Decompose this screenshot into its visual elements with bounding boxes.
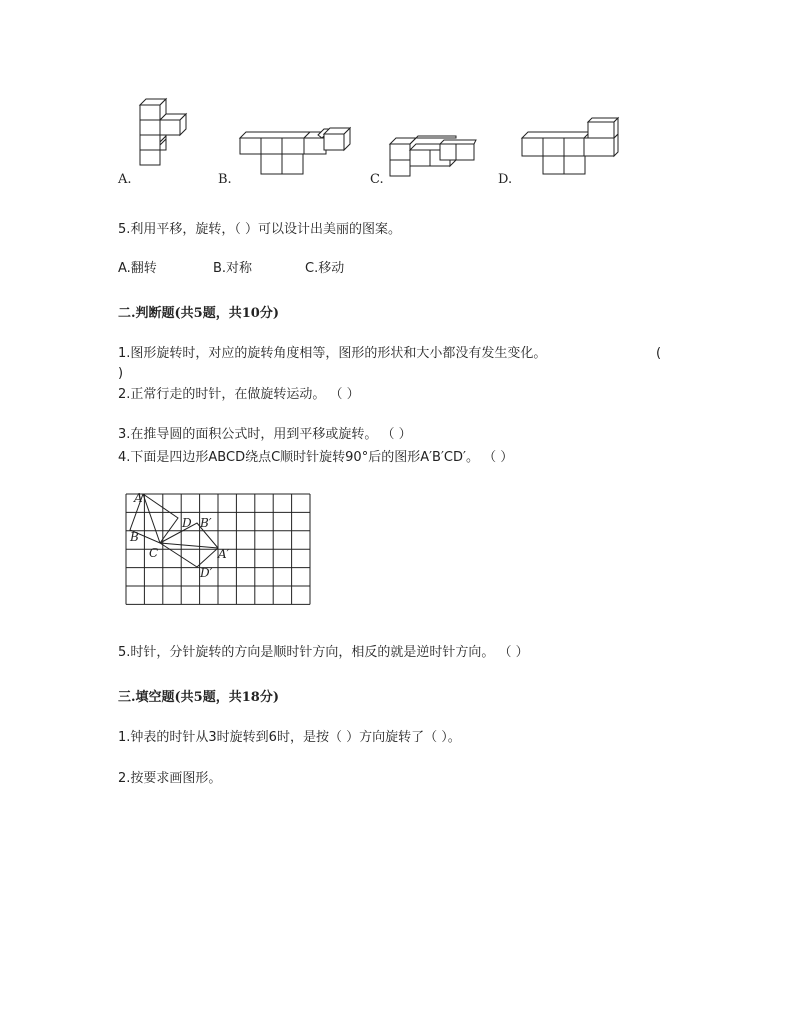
judge-item-2: 2.正常行走的时针，在做旋转运动。 （ ） [118,387,360,402]
cube-figure-a [130,95,210,180]
label-a: A [134,491,143,505]
option-d-label: D. [498,172,513,187]
cube-figure-d [518,114,623,179]
label-d: D [182,516,192,530]
judge-item-3: 3.在推导圆的面积公式时，用到平移或旋转。 （ ） [118,427,412,442]
label-d-prime: D′ [200,566,213,580]
q5-option-b: B.对称 [213,261,253,276]
judge-item-4: 4.下面是四边形ABCD绕点C顺时针旋转90°后的图形A′B′CD′。 （ ） [118,450,514,465]
fill-item-2: 2.按要求画图形。 [118,771,222,786]
fill-item-1: 1.钟表的时针从3时旋转到6时，是按（ ）方向旋转了（ ）。 [118,730,461,745]
cube-figure-b [236,126,351,181]
judge-item-1: 1.图形旋转时，对应的旋转角度相等，图形的形状和大小都没有发生变化。 [118,346,547,361]
q5-option-c: C.移动 [305,261,345,276]
option-a-label: A. [118,172,132,187]
label-a-prime: A′ [218,547,230,561]
judge-item-1-paren-open: ( [656,346,662,361]
option-c-label: C. [370,172,384,187]
rotation-grid-figure [120,488,316,606]
section2-title: 二.判断题(共5题，共10分) [118,306,279,321]
judge-item-5: 5.时针，分针旋转的方向是顺时针方向，相反的就是逆时针方向。 （ ） [118,645,529,660]
q5-stem: 5.利用平移，旋转，（ ）可以设计出美丽的图案。 [118,222,402,237]
option-b-label: B. [218,172,232,187]
judge-item-1-paren-close: ) [118,366,124,381]
cube-figure-c [386,132,478,182]
section3-title: 三.填空题(共5题，共18分) [118,690,279,705]
q5-option-a: A.翻转 [118,261,157,276]
label-c: C [149,546,159,560]
label-b-prime: B′ [200,516,212,530]
label-b: B [130,530,139,544]
